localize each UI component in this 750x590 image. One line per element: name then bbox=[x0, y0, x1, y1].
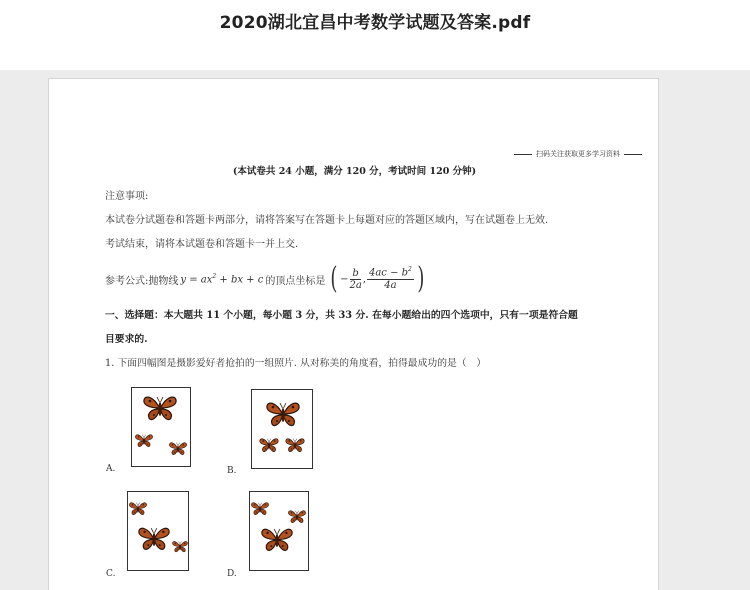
vertex-y-fraction: $\frac{4ac - b^2}{4a}$ bbox=[368, 266, 412, 291]
butterfly-icon bbox=[135, 433, 153, 448]
vertex-comma: , bbox=[362, 273, 366, 285]
option-d-label: D. bbox=[227, 569, 237, 579]
butterfly-icon bbox=[172, 540, 188, 553]
scan-note-rule-right bbox=[624, 154, 642, 155]
vertex-coordinates bbox=[328, 261, 426, 296]
option-b-label: B. bbox=[227, 466, 237, 476]
vertex-x-fraction: $\frac{b}{2a}$ bbox=[349, 267, 362, 291]
exam-info: (本试卷共 24 小题，满分 120 分，考试时间 120 分钟) bbox=[232, 166, 477, 177]
option-d-photo bbox=[249, 491, 309, 571]
section-1-heading-cont: 目要求的. bbox=[105, 334, 148, 345]
option-c-photo bbox=[127, 491, 189, 571]
butterfly-icon bbox=[259, 437, 279, 453]
option-a-label: A. bbox=[106, 464, 116, 474]
butterfly-icon bbox=[288, 509, 306, 524]
butterfly-icon bbox=[169, 441, 187, 456]
title-bar bbox=[0, 0, 750, 70]
butterfly-icon bbox=[261, 526, 293, 553]
document-title: 2020湖北宜昌中考数学试题及答案.pdf bbox=[219, 13, 531, 33]
butterfly-icon bbox=[138, 525, 170, 552]
paren-open: ( bbox=[330, 261, 338, 296]
option-a-photo bbox=[131, 387, 191, 467]
formula-prefix: 参考公式:抛物线 bbox=[105, 275, 179, 287]
butterfly-icon bbox=[251, 501, 269, 516]
reference-formula bbox=[105, 259, 427, 299]
option-c-label: C. bbox=[106, 569, 116, 579]
formula-equation: $y = ax^2$ + bx + c bbox=[180, 272, 264, 286]
notice-line-2: 考试结束，请将本试题卷和答题卡一并上交. bbox=[105, 239, 299, 250]
butterfly-icon bbox=[129, 501, 147, 516]
option-b-photo bbox=[251, 389, 313, 469]
scan-note-rule-left bbox=[514, 154, 532, 155]
question-1-text: 1. 下面四幅图是摄影爱好者抢拍的一组照片. 从对称美的角度看，拍得最成功的是（ ） bbox=[105, 358, 487, 369]
document-page bbox=[48, 78, 659, 590]
notice-title: 注意事项: bbox=[105, 191, 149, 202]
page-content bbox=[49, 79, 660, 590]
butterfly-icon bbox=[285, 437, 305, 453]
scan-note bbox=[514, 149, 642, 159]
butterfly-icon bbox=[266, 400, 300, 428]
notice-line-1: 本试卷分试题卷和答题卡两部分，请将答案写在答题卡上每题对应的答题区域内，写在试题卷上无效. bbox=[105, 215, 549, 226]
section-1-heading: 一、选择题：本大题共 11 个小题，每小题 3 分，共 33 分. 在每小题给出的四个选项中，只有一项是符合题 bbox=[105, 310, 578, 321]
vertex-x-sign: − bbox=[340, 273, 349, 285]
formula-middle: 的顶点坐标是 bbox=[265, 275, 326, 287]
paren-close: ) bbox=[417, 261, 425, 296]
scan-note-text: 扫码关注获取更多学习资料 bbox=[536, 150, 620, 158]
butterfly-icon bbox=[143, 394, 177, 422]
